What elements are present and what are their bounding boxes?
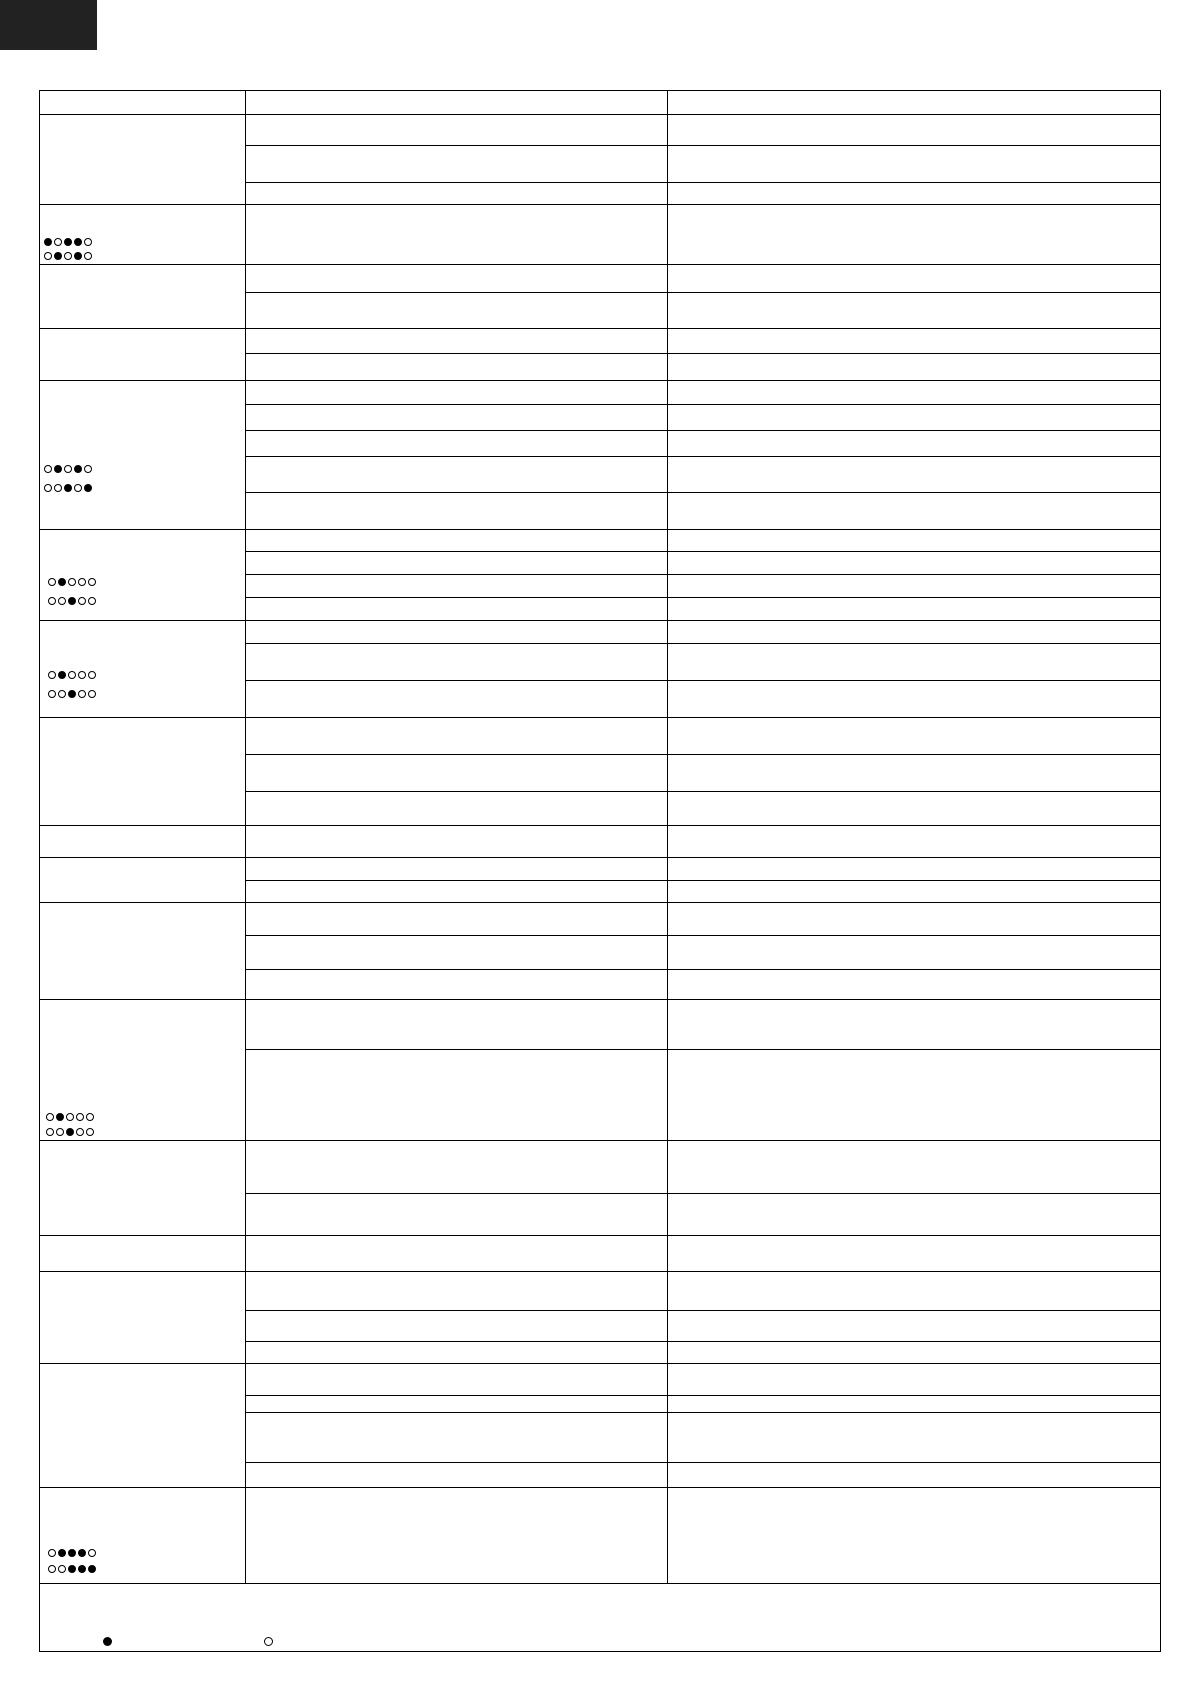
empty-dot-icon	[88, 597, 96, 605]
empty-dot-icon	[88, 671, 96, 679]
filled-dot-icon	[64, 484, 72, 492]
row-divider	[39, 380, 1161, 381]
row-divider	[245, 551, 1161, 552]
row-divider	[245, 680, 1161, 681]
empty-dot-icon	[44, 484, 52, 492]
indicator-dots	[48, 597, 96, 605]
indicator-dots	[48, 690, 96, 698]
filled-dot-icon	[58, 1549, 66, 1557]
row-divider	[39, 529, 1161, 530]
empty-dot-icon	[86, 1128, 94, 1136]
empty-dot-icon	[76, 1113, 84, 1121]
corner-tab	[0, 0, 97, 50]
empty-dot-icon	[84, 238, 92, 246]
row-divider	[39, 264, 1161, 265]
indicator-dots	[44, 238, 92, 246]
empty-dot-icon	[54, 238, 62, 246]
row-divider	[245, 643, 1161, 644]
indicator-dots	[48, 1565, 96, 1573]
row-divider	[39, 717, 1161, 718]
empty-dot-icon	[74, 484, 82, 492]
empty-dot-icon	[48, 690, 56, 698]
empty-dot-icon	[48, 578, 56, 586]
row-divider	[245, 1193, 1161, 1194]
indicator-dots	[44, 465, 92, 473]
empty-dot-icon	[44, 465, 52, 473]
empty-dot-icon	[48, 597, 56, 605]
empty-dot-icon	[46, 1113, 54, 1121]
indicator-dots	[46, 1128, 94, 1136]
filled-dot-icon	[58, 671, 66, 679]
empty-dot-icon	[84, 252, 92, 260]
filled-dot-icon	[54, 252, 62, 260]
filled-dot-icon	[68, 690, 76, 698]
empty-dot-icon	[64, 465, 72, 473]
filled-dot-icon	[88, 1565, 96, 1573]
empty-dot-icon	[88, 578, 96, 586]
row-divider	[245, 791, 1161, 792]
row-divider	[245, 754, 1161, 755]
empty-dot-icon	[78, 597, 86, 605]
empty-dot-icon	[84, 465, 92, 473]
legend-filled-dot-icon	[103, 1637, 112, 1646]
row-divider	[39, 999, 1161, 1000]
row-divider	[39, 1271, 1161, 1272]
filled-dot-icon	[68, 1549, 76, 1557]
row-divider	[39, 1235, 1161, 1236]
filled-dot-icon	[74, 465, 82, 473]
row-divider	[245, 935, 1161, 936]
row-divider	[39, 1583, 1161, 1584]
empty-dot-icon	[48, 671, 56, 679]
indicator-dots	[48, 671, 96, 679]
row-divider	[245, 145, 1161, 146]
row-divider	[39, 902, 1161, 903]
row-divider	[39, 204, 1161, 205]
filled-dot-icon	[64, 238, 72, 246]
row-divider	[245, 1341, 1161, 1342]
filled-dot-icon	[56, 1113, 64, 1121]
row-divider	[245, 430, 1161, 431]
filled-dot-icon	[44, 238, 52, 246]
indicator-dots	[48, 578, 96, 586]
row-divider	[245, 292, 1161, 293]
indicator-dots	[44, 484, 92, 492]
column-divider	[245, 90, 246, 1583]
filled-dot-icon	[58, 578, 66, 586]
empty-dot-icon	[54, 484, 62, 492]
filled-dot-icon	[74, 252, 82, 260]
filled-dot-icon	[78, 1565, 86, 1573]
row-divider	[245, 1412, 1161, 1413]
indicator-dots	[46, 1113, 94, 1121]
filled-dot-icon	[68, 597, 76, 605]
empty-dot-icon	[78, 671, 86, 679]
empty-dot-icon	[58, 597, 66, 605]
empty-dot-icon	[56, 1128, 64, 1136]
row-divider	[39, 1140, 1161, 1141]
empty-dot-icon	[68, 671, 76, 679]
row-divider	[245, 182, 1161, 183]
empty-dot-icon	[78, 578, 86, 586]
empty-dot-icon	[64, 252, 72, 260]
filled-dot-icon	[84, 484, 92, 492]
empty-dot-icon	[48, 1565, 56, 1573]
row-divider	[39, 1363, 1161, 1364]
row-divider	[245, 880, 1161, 881]
empty-dot-icon	[48, 1549, 56, 1557]
row-divider	[39, 114, 1161, 115]
row-divider	[245, 492, 1161, 493]
filled-dot-icon	[68, 1565, 76, 1573]
filled-dot-icon	[74, 238, 82, 246]
indicator-dots	[44, 252, 92, 260]
row-divider	[245, 404, 1161, 405]
row-divider	[245, 597, 1161, 598]
row-divider	[39, 825, 1161, 826]
indicator-dots	[48, 1549, 96, 1557]
empty-dot-icon	[68, 578, 76, 586]
table-border	[39, 90, 1161, 1652]
row-divider	[245, 1049, 1161, 1050]
empty-dot-icon	[46, 1128, 54, 1136]
row-divider	[39, 328, 1161, 329]
row-divider	[245, 969, 1161, 970]
legend-empty-dot-icon	[264, 1637, 273, 1646]
empty-dot-icon	[44, 252, 52, 260]
row-divider	[245, 574, 1161, 575]
empty-dot-icon	[58, 1565, 66, 1573]
row-divider	[245, 456, 1161, 457]
column-divider	[667, 90, 668, 1583]
row-divider	[245, 1310, 1161, 1311]
empty-dot-icon	[78, 690, 86, 698]
empty-dot-icon	[76, 1128, 84, 1136]
row-divider	[39, 620, 1161, 621]
empty-dot-icon	[86, 1113, 94, 1121]
row-divider	[39, 857, 1161, 858]
filled-dot-icon	[54, 465, 62, 473]
filled-dot-icon	[66, 1128, 74, 1136]
row-divider	[245, 1462, 1161, 1463]
empty-dot-icon	[66, 1113, 74, 1121]
empty-dot-icon	[88, 690, 96, 698]
empty-dot-icon	[88, 1549, 96, 1557]
row-divider	[245, 1395, 1161, 1396]
row-divider	[245, 353, 1161, 354]
filled-dot-icon	[78, 1549, 86, 1557]
empty-dot-icon	[58, 690, 66, 698]
row-divider	[39, 1487, 1161, 1488]
